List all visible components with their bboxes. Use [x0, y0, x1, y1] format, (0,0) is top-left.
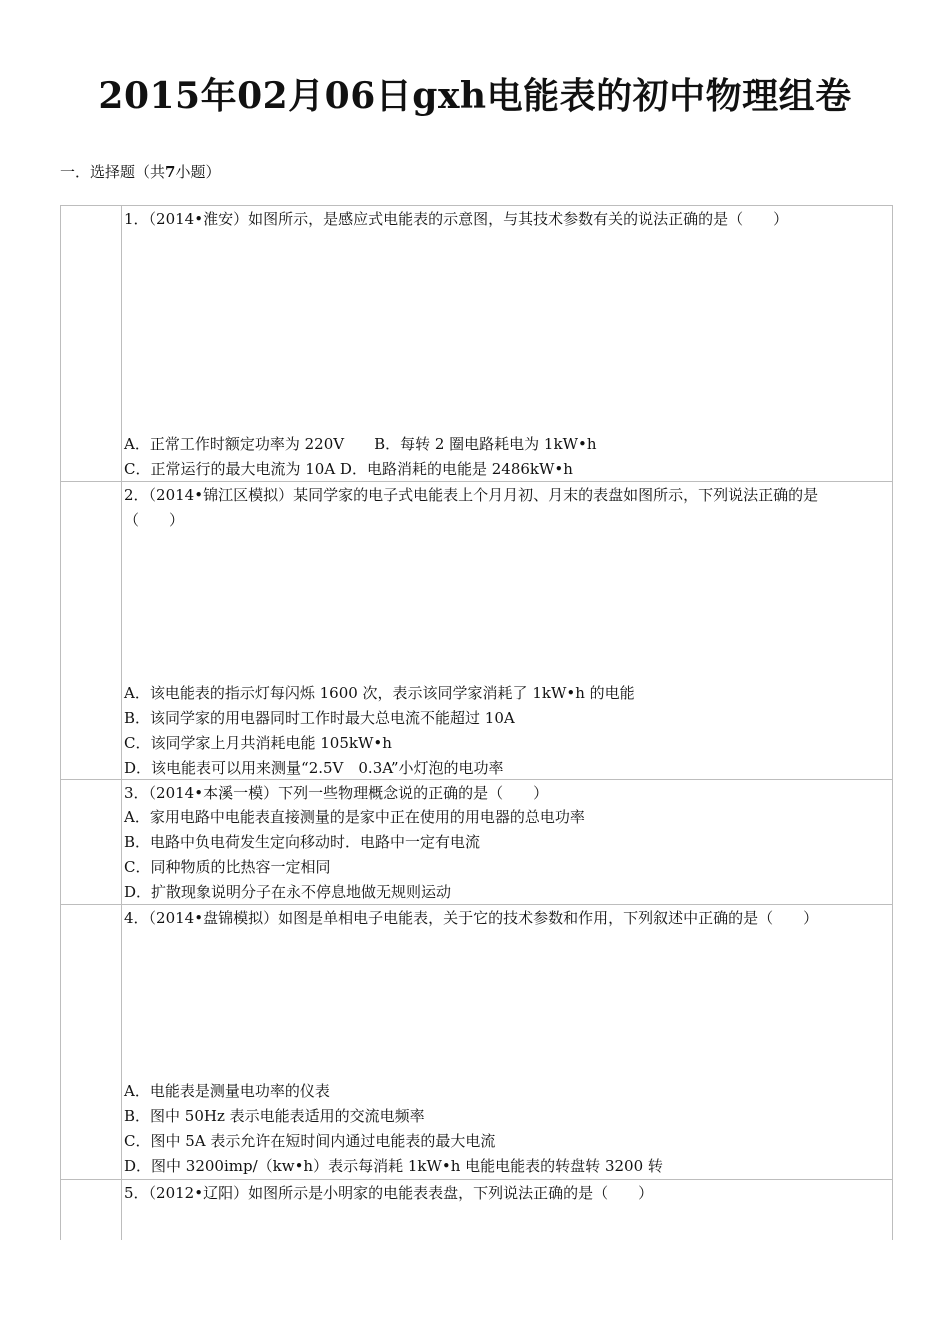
question-2-option-b: B．该同学家的用电器同时工作时最大总电流不能超过 10A	[124, 709, 515, 727]
question-5-stem	[124, 1181, 890, 1206]
section-heading	[60, 161, 220, 182]
page-title: 2015年02月06日gxh电能表的初中物理组卷	[98, 75, 852, 117]
question-1-stem	[124, 207, 890, 232]
question-text: 2．（2014•锦江区模拟）某同学家的电子式电能表上个月月初、月末的表盘如图所示，下列说法正确的是	[124, 486, 819, 504]
question-2-option-a: A．该电能表的指示灯每闪烁 1600 次，表示该同学家消耗了 1kW•h 的电能	[124, 684, 635, 702]
question-2-figure-placeholder	[124, 534, 890, 679]
question-1-option-row: A．正常工作时额定功率为 220V B．每转 2 圈电路耗电为 1kW•h	[124, 435, 597, 453]
section-suffix: 小题）	[175, 163, 221, 181]
question-4-option-d: D．图中 3200imp/（kw•h）表示每消耗 1kW•h 电能电能表的转盘转 3200 转	[124, 1157, 663, 1175]
question-3-option-a: A．家用电路中电能表直接测量的是家中正在使用的用电器的总电功率	[124, 808, 585, 826]
table-row-divider	[60, 904, 893, 905]
question-text-continued: （ ）	[124, 511, 185, 529]
question-3-option-c: C．同种物质的比热容一定相同	[124, 858, 331, 876]
question-4-figure-placeholder	[124, 934, 890, 1076]
question-1-option-row: C．正常运行的最大电流为 10A D．电路消耗的电能是 2486kW•h	[124, 460, 573, 478]
question-3-stem	[124, 781, 890, 806]
question-text: 4．（2014•盘锦模拟）如图是单相电子电能表，关于它的技术参数和作用，下列叙述中正确的是（ ）	[124, 909, 819, 927]
table-column-divider	[121, 205, 122, 1240]
table-row-divider	[60, 1179, 893, 1180]
question-4-stem	[124, 906, 890, 931]
question-4-option-c: C．图中 5A 表示允许在短时间内通过电能表的最大电流	[124, 1132, 496, 1150]
question-2-option-d: D．该电能表可以用来测量“2.5V 0.3A”小灯泡的电功率	[124, 759, 504, 777]
question-2-stem	[124, 483, 890, 533]
question-3-option-b: B．电路中负电荷发生定向移动时．电路中一定有电流	[124, 833, 481, 851]
question-text: 5．（2012•辽阳）如图所示是小明家的电能表表盘，下列说法正确的是（ ）	[124, 1184, 654, 1202]
question-text: 3．（2014•本溪一模）下列一些物理概念说的正确的是（ ）	[124, 784, 549, 802]
question-1-figure-placeholder	[124, 234, 890, 430]
section-prefix: 一．选择题（共	[60, 163, 166, 181]
question-2-option-c: C．该同学家上月共消耗电能 105kW•h	[124, 734, 392, 752]
table-row-divider	[60, 205, 893, 206]
question-4-option-b: B．图中 50Hz 表示电能表适用的交流电频率	[124, 1107, 425, 1125]
question-count: 7	[165, 163, 176, 181]
question-4-option-a: A．电能表是测量电功率的仪表	[124, 1082, 330, 1100]
table-row-divider	[60, 779, 893, 780]
question-3-option-d: D．扩散现象说明分子在永不停息地做无规则运动	[124, 883, 452, 901]
table-row-divider	[60, 481, 893, 482]
question-text: 1．（2014•淮安）如图所示，是感应式电能表的示意图，与其技术参数有关的说法正确的是（ ）	[124, 210, 789, 228]
